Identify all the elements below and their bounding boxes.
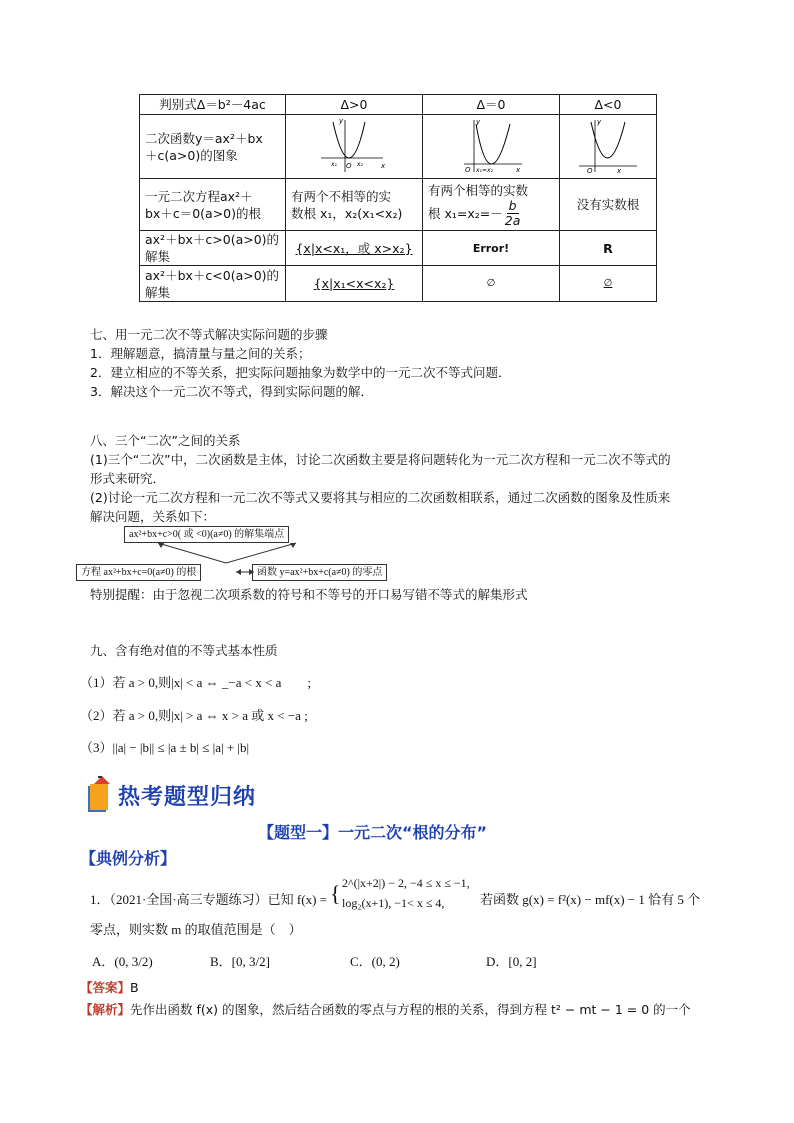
axis-y-label: y — [339, 116, 344, 125]
fraction-numerator: b — [508, 197, 517, 213]
answer-line — [80, 978, 139, 996]
table-row-lt — [140, 266, 657, 302]
root-label: x₁=x₂ — [476, 166, 493, 174]
cell-line: 有两个不相等的实 — [291, 188, 392, 204]
table-row-roots — [140, 179, 657, 231]
table-header-row — [140, 95, 657, 115]
section-9-title: 九、含有绝对值的不等式基本性质 — [90, 643, 278, 658]
analysis-line — [80, 1000, 691, 1018]
relation-box-solution-endpoints: ax²+bx+c>0( 或 <0)(a≠0) 的解集端点 — [124, 526, 289, 543]
axis-x-label: x — [617, 166, 622, 174]
section-7-title: 七、用一元二次不等式解决实际问题的步骤 — [90, 327, 328, 342]
solution-set: {x|x₁<x<x₂} — [313, 276, 395, 291]
special-note: 特别提醒：由于忽视二次项系数的符号和不等号的开口易写错不等式的解集形式 — [90, 587, 528, 602]
table-header-cell: Δ<0 — [560, 95, 657, 115]
answer-value: B — [130, 980, 139, 995]
piecewise-brace: { — [330, 881, 341, 906]
table-row-gt — [140, 231, 657, 266]
section-9-item: （2）若 a > 0,则|x| > a ⇔ x > a 或 x < −a ; — [80, 708, 308, 723]
fraction-denominator: 2a — [504, 212, 521, 228]
choice-a[interactable]: A．(0, 3/2) — [92, 954, 153, 969]
cell-line: 有两个相等的实数 — [428, 182, 529, 198]
axis-x-label: x — [381, 161, 386, 170]
table-row-graph — [140, 115, 657, 179]
analysis-label: 【解析】 — [80, 1002, 131, 1017]
section-7-item: 1．理解题意，搞清量与量之间的关系； — [90, 346, 311, 361]
row-label — [140, 231, 286, 266]
problem-stem-end: 若函数 g(x) = f²(x) − mf(x) − 1 恰有 5 个 — [480, 892, 701, 907]
roots-positive — [286, 179, 423, 231]
lt-solution: ∅ — [560, 266, 657, 302]
piecewise-case: log₂(x+1), −1< x ≤ 4, — [342, 896, 445, 910]
section-7-item: 2．建立相应的不等关系，把实际问题抽象为数学中的一元二次不等式问题． — [90, 365, 511, 380]
axis-y-label: y — [597, 117, 602, 126]
parabola-one-root-graph — [456, 116, 526, 174]
lt-solution: ∅ — [423, 266, 560, 302]
origin-label: O — [587, 166, 593, 174]
solution-set: {x|x<x₁，或 x>x₂} — [295, 240, 413, 256]
cell-line — [428, 199, 554, 228]
root-label: x₁ — [331, 160, 337, 168]
table-header-cell: Δ＝0 — [423, 95, 560, 115]
axis-y-label: y — [476, 117, 481, 126]
origin-label: O — [465, 165, 471, 174]
parabola-two-roots-graph — [319, 116, 389, 174]
relation-box-equation-roots: 方程 ax²+bx+c=0(a≠0) 的根 — [76, 564, 201, 581]
relation-box-function-zeros: 函数 y=ax²+bx+c(a≠0) 的零点 — [252, 564, 387, 581]
roots-negative: 没有实数根 — [560, 179, 657, 231]
fraction — [505, 199, 521, 228]
section-8-paragraph: (2)讨论一元二次方程和一元二次不等式又要将其与相应的二次函数相联系，通过二次函数的图象及性质来 — [90, 490, 671, 505]
axis-x-label: x — [516, 165, 521, 174]
row-label — [140, 266, 286, 302]
cell-line: 数根 x₁，x₂(x₁<x₂) — [291, 205, 403, 221]
choice-d[interactable]: D．[0, 2] — [486, 954, 537, 969]
problem-stem-start: 1．（2021·全国·高三专题练习）已知 f(x) = — [90, 892, 327, 907]
row-label-line: 一元二次方程ax²＋ — [145, 188, 253, 204]
section-8-paragraph: 解决问题，关系如下： — [90, 509, 216, 524]
section-8-paragraph: (1)三个“二次”中，二次函数是主体，讨论二次函数主要是将问题转化为一元二次方程和一元二次不等式的 — [90, 452, 671, 467]
piecewise-case: 2^(|x+2|) − 2, −4 ≤ x ≤ −1, — [342, 876, 470, 890]
example-analysis-label: 【典例分析】 — [80, 849, 177, 868]
problem-stem-line2: 零点，则实数 m 的取值范围是（ ） — [90, 922, 302, 937]
root-label: x₂ — [357, 160, 363, 168]
gt-solution: R — [560, 231, 657, 266]
roots-zero — [423, 179, 560, 231]
choice-c[interactable]: C．(0, 2) — [350, 954, 400, 969]
row-label-line: 解集 — [145, 249, 171, 264]
cell-text: 根 x₁=x₂=－ — [428, 205, 503, 221]
row-label-line: ＋c(a>0)的图象 — [145, 147, 238, 163]
banner-title: 热考题型归纳 — [118, 785, 257, 810]
graph-cell-negative — [560, 115, 657, 179]
lt-solution — [286, 266, 423, 302]
row-label — [140, 179, 286, 231]
table-header-cell: 判别式Δ＝b²－4ac — [140, 95, 286, 115]
row-label-line: ax²＋bx＋c<0(a>0)的 — [145, 267, 280, 283]
gt-solution — [286, 231, 423, 266]
row-label-line: 解集 — [145, 284, 171, 300]
section-9-item: （1）若 a > 0,则|x| < a ⇔ _−a < x < a ; — [80, 675, 312, 690]
row-label-line: 二次函数y＝ax²＋bx — [145, 130, 263, 146]
parabola-no-root-graph — [573, 116, 643, 174]
origin-label: O — [346, 161, 352, 170]
discriminant-table — [139, 94, 657, 302]
section-8-paragraph: 形式来研究． — [90, 471, 166, 486]
section-8-title: 八、三个“二次”之间的关系 — [90, 433, 241, 448]
analysis-text: 先作出函数 f(x) 的图象，然后结合函数的零点与方程的根的关系，得到方程 t² − mt − 1 = 0 的一个 — [130, 1002, 691, 1017]
answer-label: 【答案】 — [80, 980, 131, 995]
section-9-item: （3）||a| − |b|| ≤ |a ± b| ≤ |a| + |b| — [80, 740, 250, 755]
graph-cell-zero — [423, 115, 560, 179]
row-label-line: ax²＋bx＋c>0(a>0)的 — [145, 232, 280, 247]
question-type-heading: 【题型一】一元二次“根的分布” — [258, 823, 488, 842]
choice-b[interactable]: B．[0, 3/2] — [210, 954, 270, 969]
section-7-item: 3．解决这个一元二次不等式，得到实际问题的解． — [90, 384, 373, 399]
graph-cell-positive — [286, 115, 423, 179]
row-label — [140, 115, 286, 179]
gt-solution: Error! — [423, 231, 560, 266]
table-header-cell: Δ>0 — [286, 95, 423, 115]
row-label-line: bx＋c＝0(a>0)的根 — [145, 205, 261, 221]
